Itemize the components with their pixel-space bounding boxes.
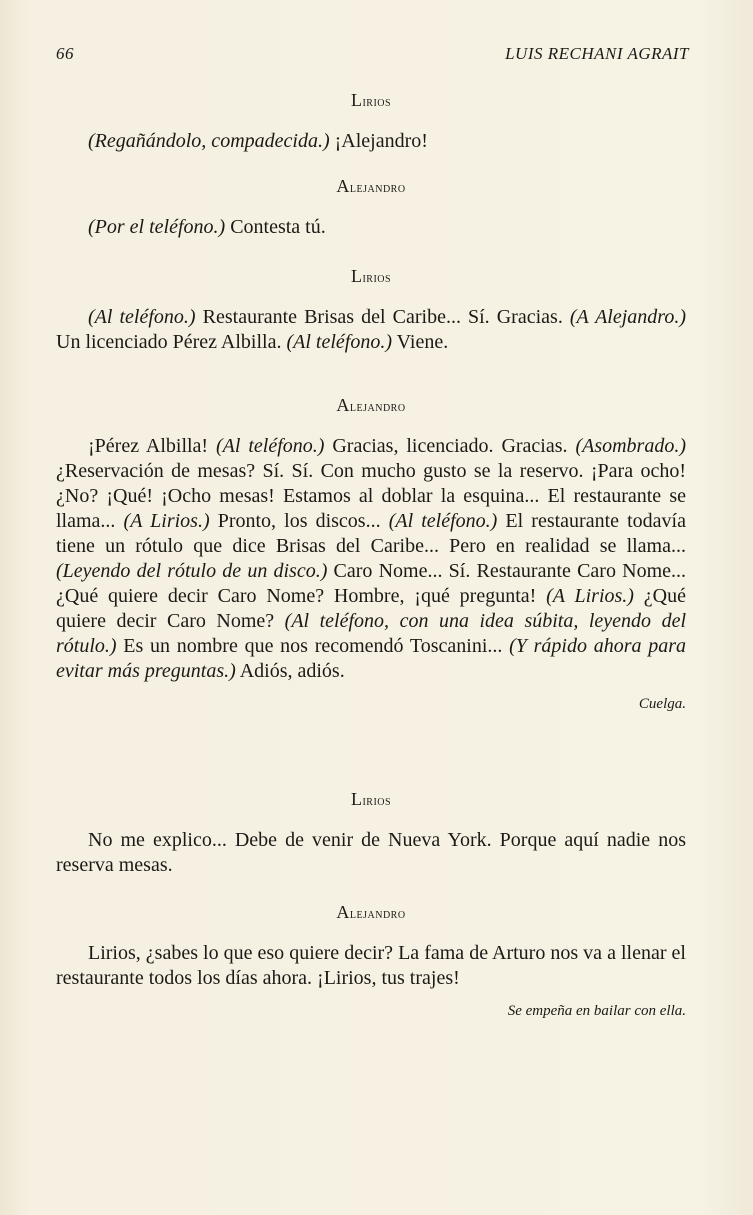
stage-direction-inline: (Al teléfono.)	[388, 510, 498, 532]
spoken-text: Viene.	[392, 331, 449, 353]
spoken-text: Es un nombre que nos recomendó Toscanini...	[116, 635, 510, 657]
page-header	[56, 44, 689, 64]
spoken-text: Caro Nome... Sí. Restaurante Caro Nome... ¿Qué quiere decir Caro Nome? Hombre, ¡qué pregunta!	[56, 560, 687, 607]
stage-direction-inline: (Y rápido ahora para evitar más preguntas.)	[56, 635, 686, 682]
speaker-name: Alejandro	[336, 176, 406, 196]
dialogue-paragraph	[56, 828, 686, 878]
spoken-text: No me explico... Debe de venir de Nueva York. Porque aquí nadie nos reserva mesas.	[56, 829, 686, 876]
spoken-text: Gracias, licenciado. Gracias.	[324, 435, 576, 457]
stage-direction-inline: (A Lirios.)	[546, 585, 634, 607]
stage-direction-inline: (Al teléfono.)	[286, 331, 393, 353]
spoken-text: Restaurante Brisas del Caribe... Sí. Gracias.	[195, 306, 570, 328]
stage-direction-inline: (Al teléfono.)	[216, 435, 325, 457]
stage-direction-inline: (Regañándolo, compadecida.)	[88, 130, 330, 152]
speaker-name: Lirios	[350, 90, 392, 110]
spoken-text: ¿Qué quiere decir Caro Nome?	[56, 585, 686, 632]
stage-direction-inline: (Leyendo del rótulo de un disco.)	[56, 560, 328, 582]
stage-direction-inline: (A Lirios.)	[123, 510, 210, 532]
dialogue-paragraph	[56, 129, 686, 154]
dialogue-paragraph	[56, 215, 686, 240]
spoken-text: ¡Alejandro!	[329, 130, 428, 152]
spoken-text: ¿Reservación de mesas? Sí. Sí. Con mucho gusto se la reservo. ¡Para ocho! ¿No? ¡Qué! ¡Ocho mesas! Estamos al doblar la esquina... El restaurante se llama...	[56, 460, 686, 532]
dialogue-paragraph	[56, 305, 686, 355]
dialogue-paragraph	[56, 941, 686, 991]
spoken-text: Contesta tú.	[225, 216, 326, 238]
speaker-name: Lirios	[350, 266, 392, 286]
spoken-text: ¡Pérez Albilla!	[88, 435, 217, 457]
speaker-name: Lirios	[350, 789, 392, 809]
speaker-name: Alejandro	[336, 902, 406, 922]
spoken-text: Pronto, los discos...	[209, 510, 389, 532]
dialogue-paragraph	[56, 434, 686, 684]
stage-direction-inline: (Asombrado.)	[575, 435, 686, 457]
spoken-text: Un licenciado Pérez Albilla.	[56, 331, 287, 353]
stage-direction-inline: (A Alejandro.)	[569, 306, 686, 328]
spoken-text: El restaurante todavía tiene un rótulo que dice Brisas del Caribe... Pero en realidad se llama...	[56, 510, 686, 557]
stage-direction-inline: (Al teléfono, con una idea súbita, leyendo del rótulo.)	[56, 610, 687, 657]
page-number: 66	[56, 44, 74, 63]
running-title: LUIS RECHANI AGRAIT	[505, 44, 689, 63]
spoken-text: Adiós, adiós.	[235, 660, 345, 682]
stage-direction: Cuelga.	[638, 696, 686, 712]
stage-direction: Se empeña en bailar con ella.	[507, 1003, 686, 1019]
spoken-text: Lirios, ¿sabes lo que eso quiere decir? La fama de Arturo nos va a llenar el restaurante todos los días ahora. ¡Lirios, tus trajes!	[56, 942, 686, 989]
stage-direction-inline: (Por el teléfono.)	[88, 216, 226, 238]
speaker-name: Alejandro	[336, 395, 406, 415]
stage-direction-inline: (Al teléfono.)	[88, 306, 196, 328]
